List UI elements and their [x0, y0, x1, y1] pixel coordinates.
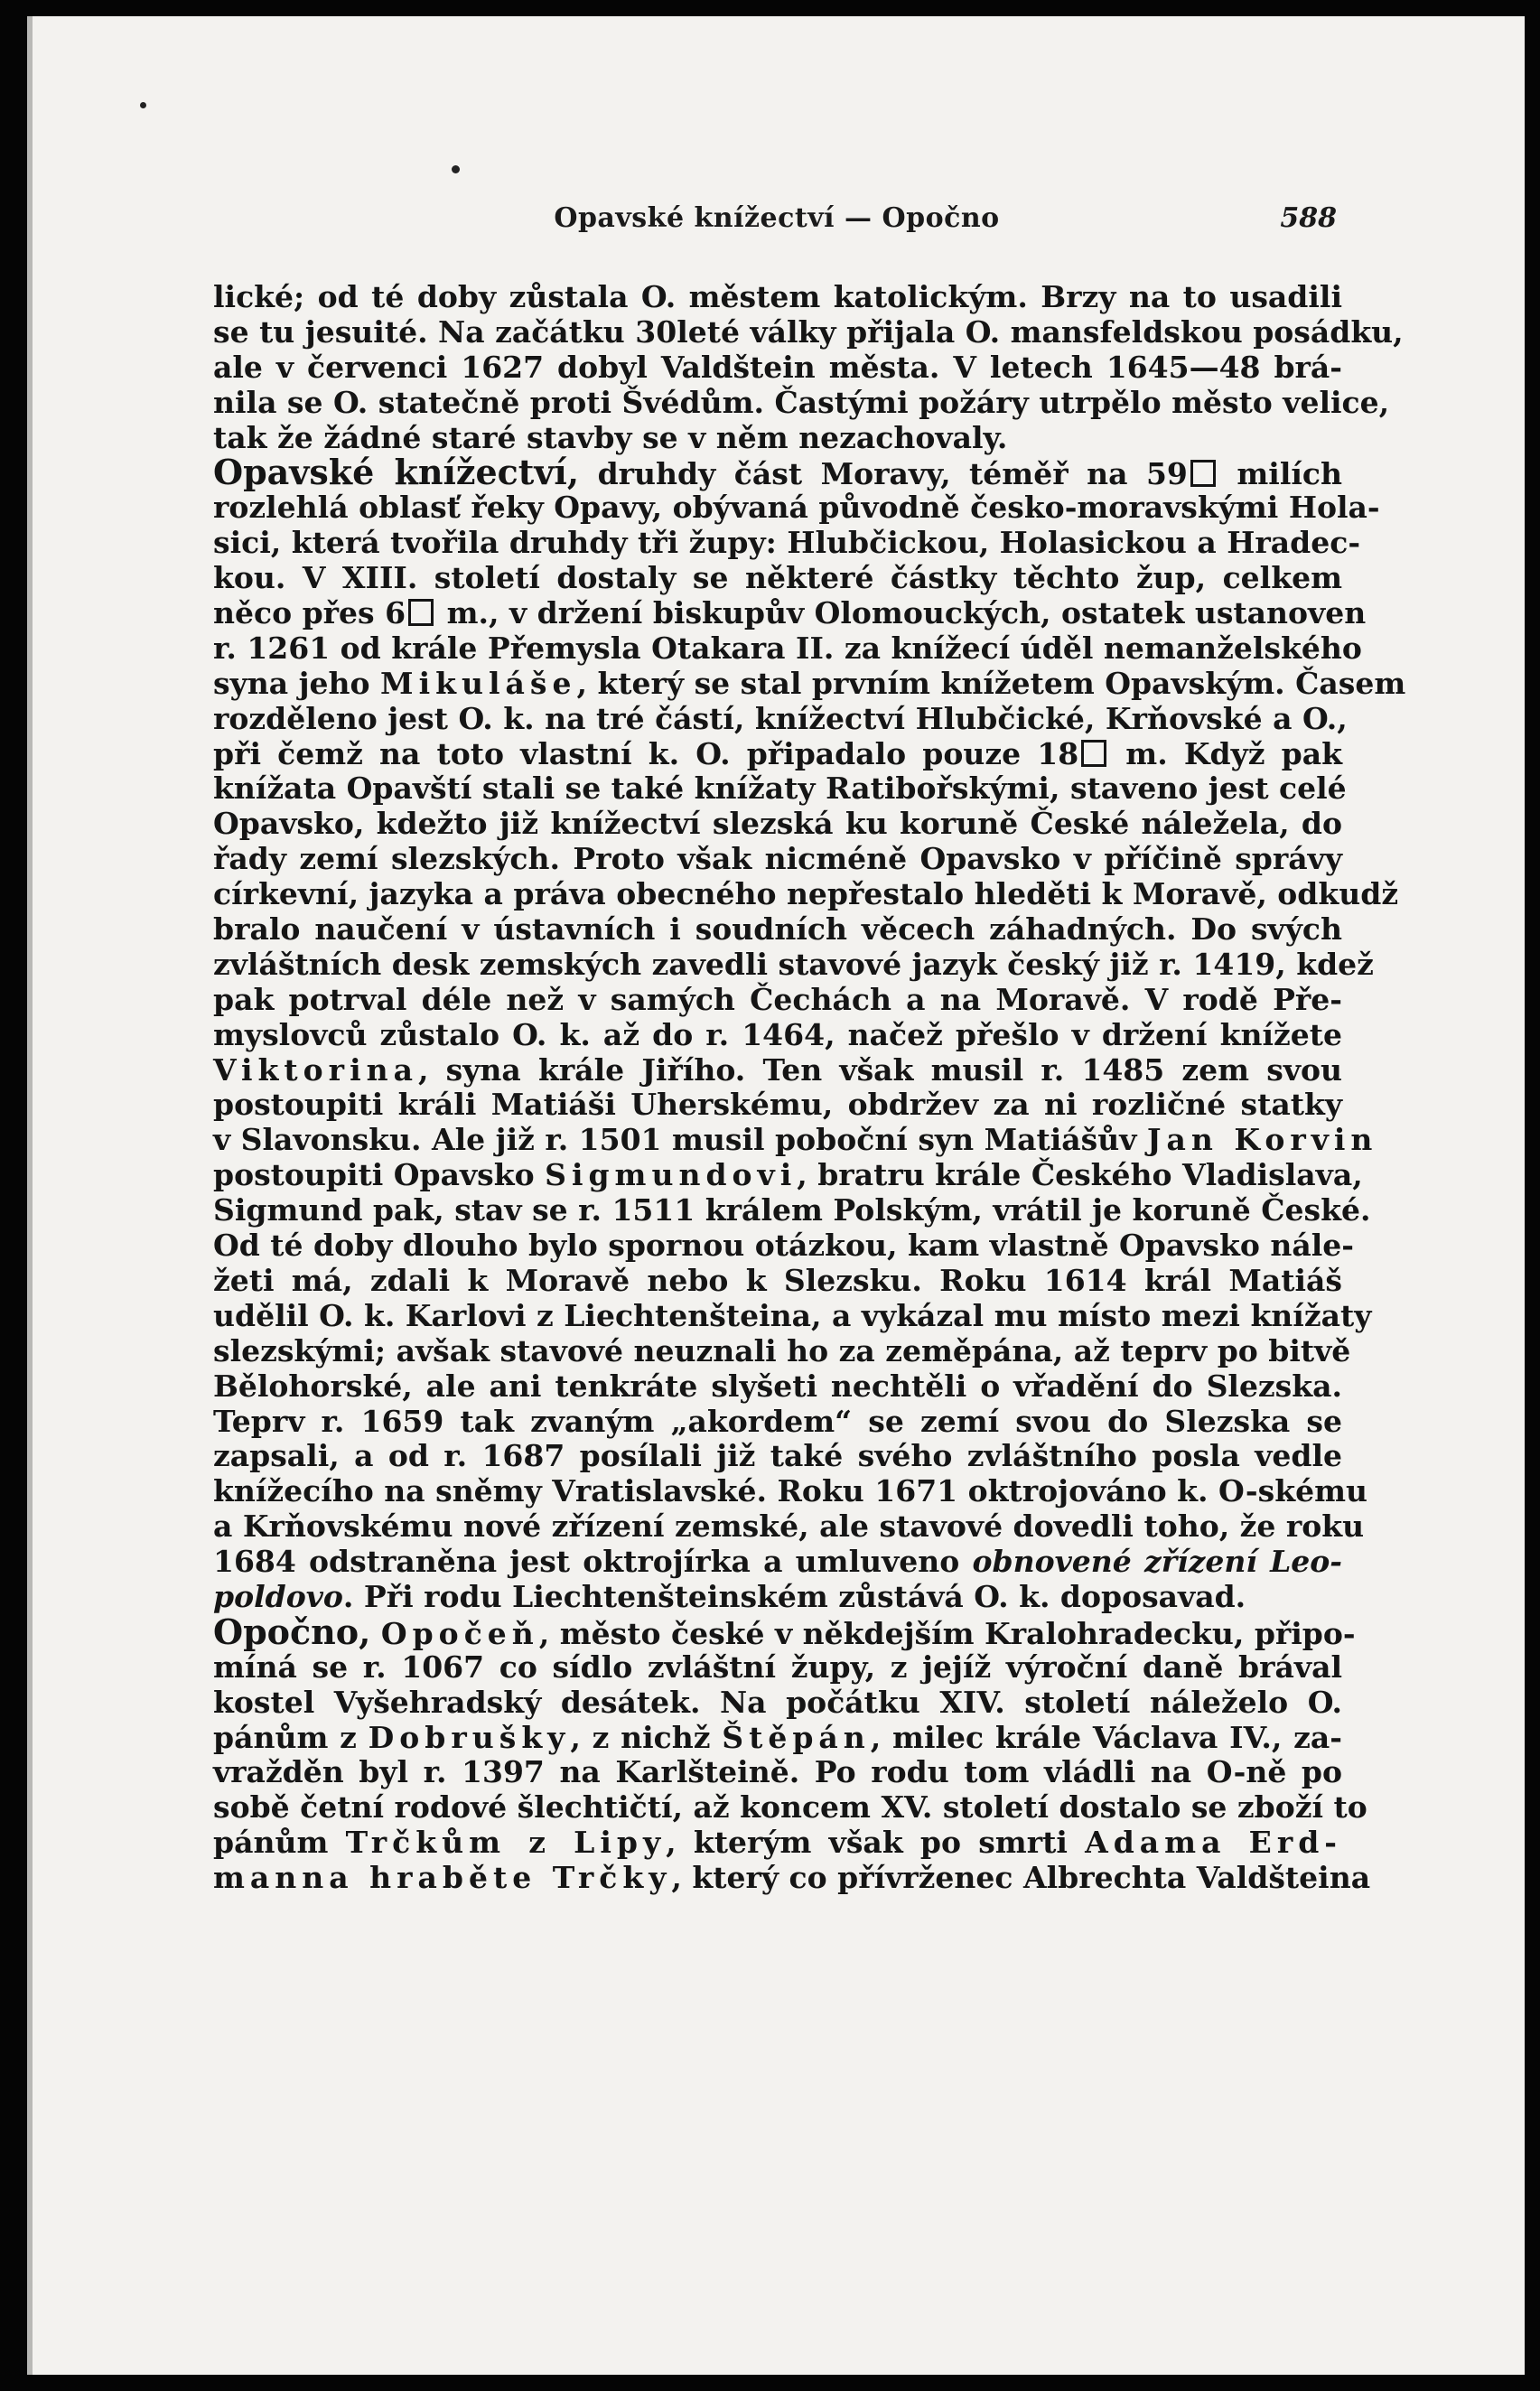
text-line: Sigmund pak, stav se r. 1511 králem Polským, vrátil je koruně České. [213, 1192, 1371, 1228]
text-line: bralo naučení v ústavních i soudních věcech záhadných. Do svých [213, 911, 1342, 948]
running-title: Opavské knížectví — Opočno [554, 202, 1000, 234]
square-mile-symbol [1081, 740, 1106, 767]
text-line: Od té doby dlouho bylo spornou otázkou, kam vlastně Opavsko nále- [213, 1228, 1354, 1264]
text-line: nila se O. statečně proti Švédům. Častými požáry utrpělo město velice, [213, 384, 1390, 420]
scanned-page [27, 16, 1525, 2375]
text-line: Viktorina, syna krále Jiřího. Ten však musil r. 1485 zem svou [213, 1051, 1342, 1088]
text-line: něco přes 6 m., v držení biskupův Olomouckých, ostatek ustanoven [213, 595, 1367, 631]
text-line: míná se r. 1067 co sídlo zvláštní župy, z jejíž výroční daně brával [213, 1648, 1342, 1685]
spaced-name: Dobrušky [368, 1719, 571, 1755]
text-line: ale v červenci 1627 dobyl Valdštein města. V letech 1645—48 brá- [213, 349, 1342, 385]
text-line: poldovo. Při rodu Liechtenšteinském zůstává O. k. doposavad. [213, 1578, 1246, 1614]
text-line: vražděn byl r. 1397 na Karlšteině. Po rodu tom vládli na O-ně po [213, 1754, 1342, 1790]
text-line: se tu jesuité. Na začátku 30leté války přijala O. mansfeldskou posádku, [213, 313, 1404, 350]
spaced-name: Sigmundovi [545, 1157, 798, 1193]
page-body [213, 279, 1406, 1896]
spaced-name: Viktorina [213, 1051, 418, 1088]
entry-opava-line: Opavské knížectví, druhdy část Moravy, téměř na 59 milích [213, 452, 1342, 493]
text-line: pánům Trčkům z Lipy, kterým však po smrti Adama Erd- [213, 1825, 1342, 1861]
text-line: postoupiti Opavsko Sigmundovi, bratru krále Českého Vladislava, [213, 1157, 1363, 1193]
square-mile-symbol [408, 599, 434, 626]
page-edge-shadow [27, 16, 33, 2375]
text-line: v Slavonsku. Ale již r. 1501 musil poboční syn Matiášův Jan Korvin [213, 1122, 1378, 1158]
page-number: 588 [1280, 202, 1337, 234]
text-line: udělil O. k. Karlovi z Liechtenšteina, a vykázal mu místo mezi knížaty [213, 1297, 1372, 1333]
spaced-name: Mikuláše [380, 665, 577, 701]
text-line: zvláštních desk zemských zavedli stavové jazyk český již r. 1419, kdež [213, 946, 1374, 982]
text-line: rozděleno jest O. k. na tré částí, knížectví Hlubčické, Krňovské a O., [213, 700, 1348, 736]
entry-heading-opava: Opavské knížectví, [213, 452, 580, 493]
text-line: postoupiti králi Matiáši Uherskému, obdržev za ni rozličné statky [213, 1087, 1342, 1123]
text-line: 1684 odstraněna jest oktrojírka a umluveno obnovené zřízení Leo- [213, 1544, 1342, 1580]
text-line: slezskými; avšak stavové neuznali ho za zeměpána, až teprv po bitvě [213, 1332, 1351, 1368]
spaced-name: Adama Erd- [1085, 1825, 1342, 1861]
text-line: r. 1261 od krále Přemysla Otakara II. za knížecí úděl nemanželského [213, 630, 1362, 666]
text-line: pak potrval déle než v samých Čechách a na Moravě. V rodě Pře- [213, 981, 1342, 1017]
speck-mark [140, 102, 146, 108]
text-line: sici, která tvořila druhdy tři župy: Hlubčickou, Holasickou a Hradec- [213, 525, 1361, 561]
text-line: řady zemí slezských. Proto však nicméně Opavsko v příčině správy [213, 841, 1342, 877]
text-line: pánům z Dobrušky, z nichž Štěpán, milec krále Václava IV., za- [213, 1719, 1342, 1755]
text-line: manna hraběte Trčky, který co přívrženec Albrechta Valdšteina [213, 1860, 1371, 1896]
text-line: sobě četní rodové šlechtičtí, až koncem XV. století dostalo se zboží to [213, 1789, 1367, 1826]
entry-heading-opocno: Opočno, [213, 1611, 371, 1652]
text-line: knížecího na sněmy Vratislavské. Roku 1671 oktrojováno k. O-skému [213, 1473, 1367, 1509]
spaced-name: Jan Korvin [1146, 1122, 1378, 1158]
text-line: kou. V XIII. století dostaly se některé částky těchto žup, celkem [213, 560, 1342, 596]
text-line: lické; od té doby zůstala O. městem katolickým. Brzy na to usadili [213, 279, 1342, 314]
text-line: tak že žádné staré stavby se v něm nezachovaly. [213, 419, 1008, 455]
square-mile-symbol [1190, 460, 1216, 487]
text-line: myslovců zůstalo O. k. až do r. 1464, načež přešlo v držení knížete [213, 1016, 1342, 1052]
text-line: a Krňovskému nové zřízení zemské, ale stavové dovedli toho, že roku [213, 1508, 1365, 1545]
speck-mark [452, 165, 460, 173]
spaced-name: Opočeň [380, 1615, 539, 1651]
entry-opocno-line: Opočno, Opočeň, město české v někdejším Kralohradecku, připo- [213, 1611, 1356, 1652]
italic-phrase: obnovené zřízení Leo- [972, 1544, 1342, 1580]
spaced-name: manna hraběte Trčky [213, 1860, 672, 1896]
text-line: Opavsko, kdežto již knížectví slezská ku koruně České náležela, do [213, 806, 1342, 842]
running-header [217, 202, 1337, 238]
text-line: žeti má, zdali k Moravě nebo k Slezsku. Roku 1614 král Matiáš [213, 1262, 1342, 1298]
text-line: Teprv r. 1659 tak zvaným „akordem“ se zemí svou do Slezska se [213, 1403, 1342, 1439]
text-line: rozlehlá oblasť řeky Opavy, obývaná původně česko-moravskými Hola- [213, 490, 1380, 526]
text-line: kostel Vyšehradský desátek. Na počátku XIV. století náleželo O. [213, 1684, 1342, 1720]
text-line: Bělohorské, ale ani tenkráte slyšeti nechtěli o vřadění do Slezska. [213, 1368, 1342, 1404]
text-line: zapsali, a od r. 1687 posílali již také svého zvláštního posla vedle [213, 1438, 1342, 1474]
spaced-name: Trčkům z Lipy [345, 1825, 667, 1861]
text-line: knížata Opavští stali se také knížaty Ratibořskými, staveno jest celé [213, 771, 1347, 807]
italic-phrase: poldovo [213, 1578, 343, 1614]
text-line: při čemž na toto vlastní k. O. připadalo pouze 18 m. Když pak [213, 735, 1342, 771]
text-line: syna jeho Mikuláše, který se stal prvním knížetem Opavským. Časem [213, 665, 1406, 701]
text-line: církevní, jazyka a práva obecného nepřestalo hleděti k Moravě, odkudž [213, 876, 1399, 912]
spaced-name: Štěpán [722, 1719, 871, 1755]
